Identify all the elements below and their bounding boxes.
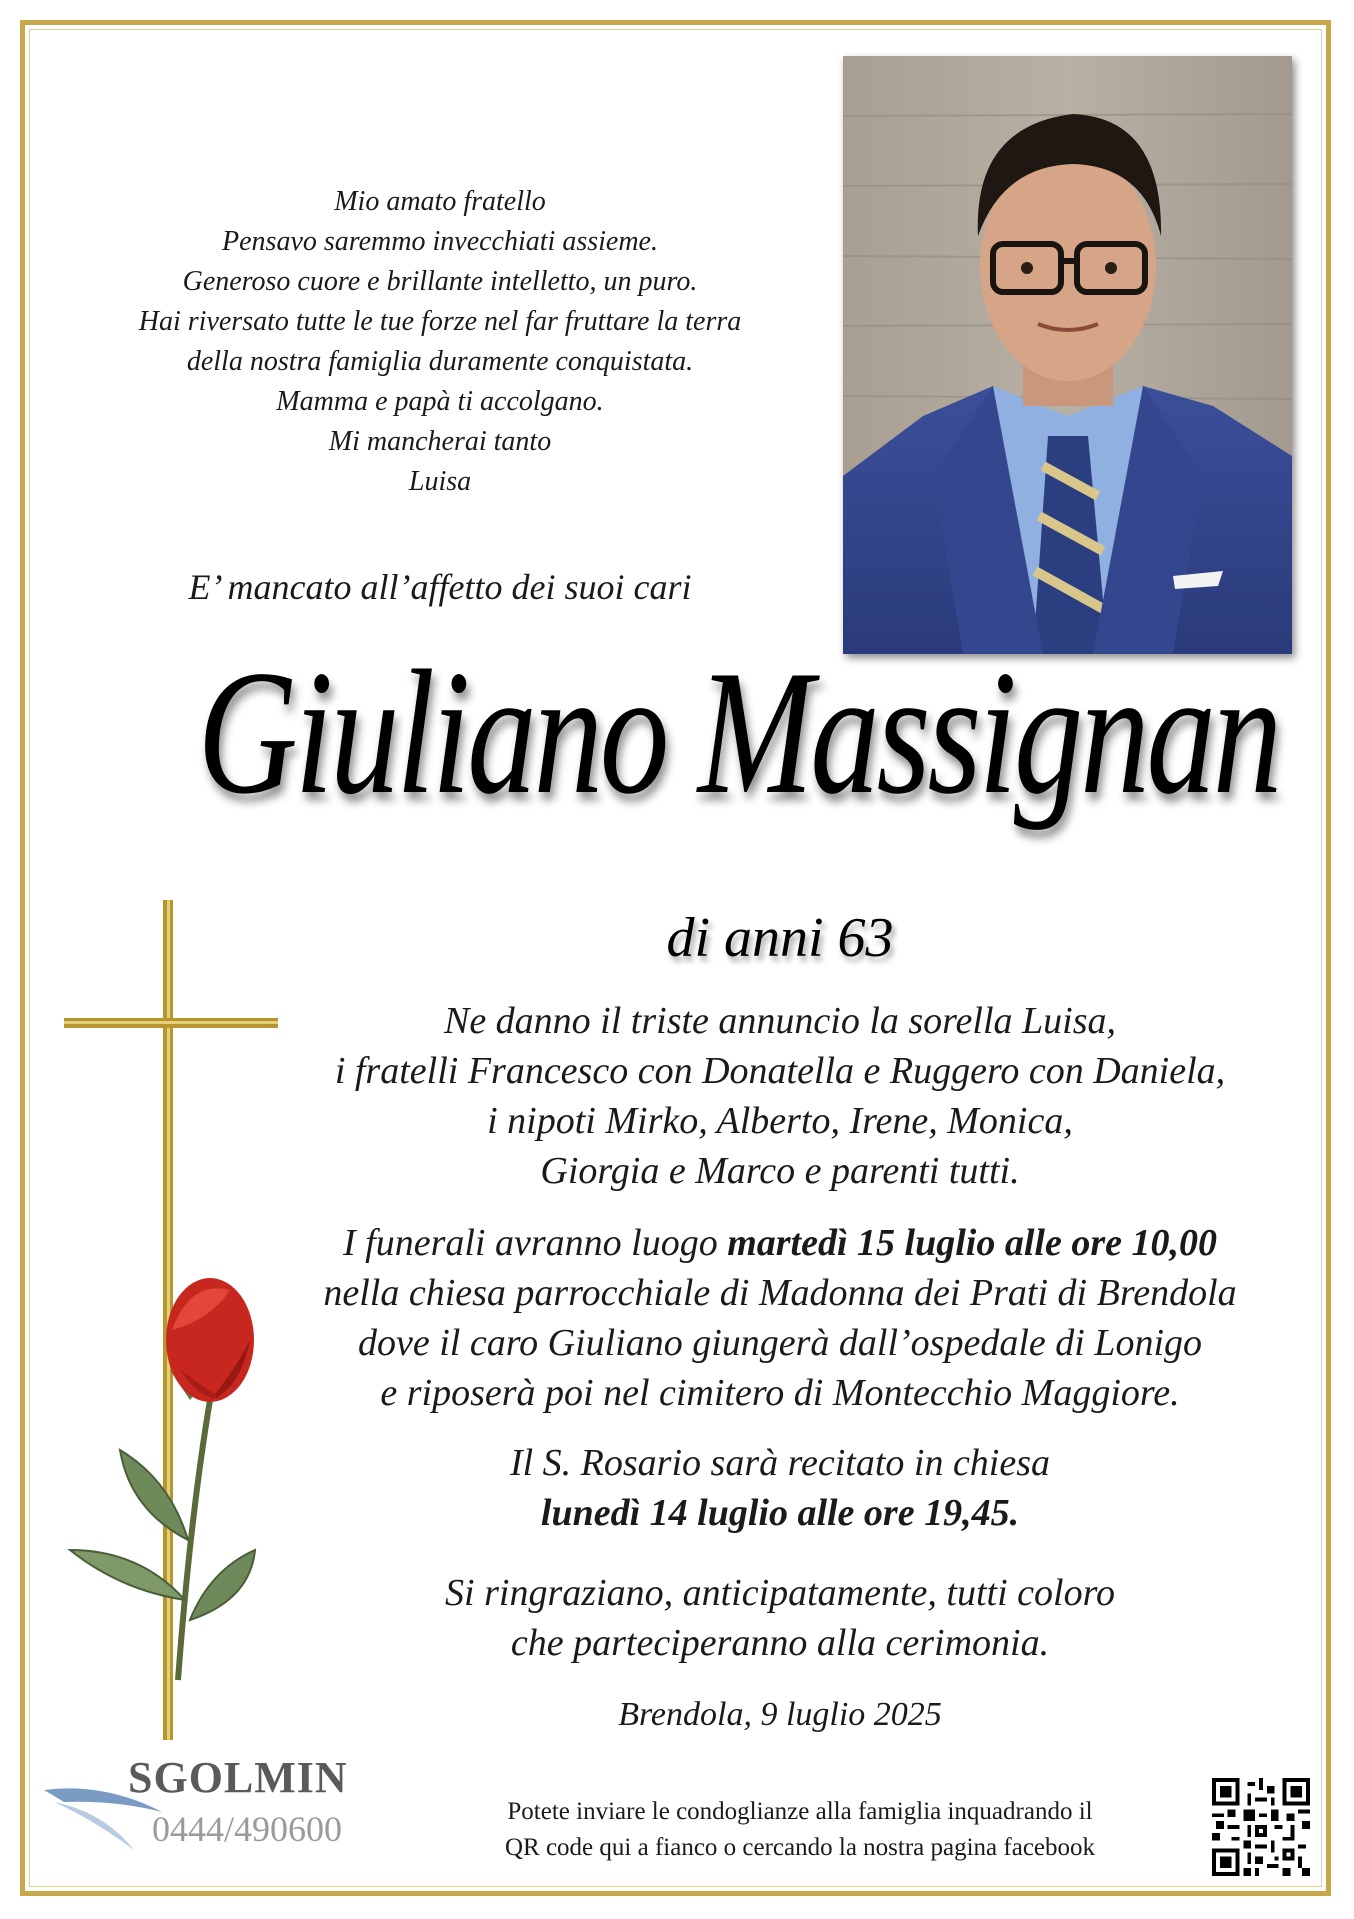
funeral-line: nella chiesa parrocchiale di Madonna dei Prati di Brendola <box>323 1272 1237 1314</box>
announcement-line: i fratelli Francesco con Donatella e Ruggero con Daniela, <box>334 1050 1226 1092</box>
condolences-line: QR code qui a fianco o cercando la nostra pagina facebook <box>504 1834 1096 1861</box>
agency-phone: 0444/490600 <box>152 1809 343 1849</box>
dedication-line: Pensavo saremmo invecchiati assieme. <box>222 226 658 257</box>
agency-name: SGOLMIN <box>128 1753 348 1802</box>
dedication-line: Mio amato fratello <box>334 186 546 217</box>
funeral-details <box>250 1218 1310 1418</box>
rosary-line: Il S. Rosario sarà recitato in chiesa <box>509 1442 1051 1484</box>
funeral-date-time: martedì 15 luglio alle ore 10,00 <box>727 1222 1217 1264</box>
qr-code[interactable] <box>1212 1778 1310 1876</box>
dedication-line: della nostra famiglia duramente conquistata. <box>186 346 694 377</box>
dedication-line: Mamma e papà ti accolgano. <box>276 386 604 417</box>
announcement-line: Giorgia e Marco e parenti tutti. <box>540 1150 1020 1192</box>
dedication-poem <box>60 182 820 502</box>
deceased-age: di anni 63 <box>666 907 894 969</box>
announcement-line: i nipoti Mirko, Alberto, Irene, Monica, <box>487 1100 1073 1142</box>
announcement <box>250 996 1310 1196</box>
funeral-line <box>250 1218 1310 1268</box>
funeral-line: dove il caro Giuliano giungerà dall’ospedale di Lonigo <box>357 1322 1202 1364</box>
rosary-details <box>250 1438 1310 1538</box>
announcement-line: Ne danno il triste annuncio la sorella Luisa, <box>443 1000 1117 1042</box>
place-date-text: Brendola, 9 luglio 2025 <box>618 1696 942 1733</box>
dedication-signature: Luisa <box>408 466 472 497</box>
condolences-line: Potete inviare le condoglianze alla famiglia inquadrando il <box>507 1798 1093 1825</box>
dedication-line: Generoso cuore e brillante intelletto, un puro. <box>182 266 698 297</box>
funeral-line: e riposerà poi nel cimitero di Montecchio Maggiore. <box>380 1372 1180 1414</box>
portrait-photo <box>843 56 1292 654</box>
rosary-date-time: lunedì 14 luglio alle ore 19,45. <box>540 1492 1020 1534</box>
condolences-note <box>430 1794 1170 1866</box>
deceased-name: Giuliano Massignan <box>197 633 1280 831</box>
cross-with-rose <box>60 900 280 1745</box>
funeral-intro-text: I funerali avranno luogo <box>343 1222 728 1264</box>
intro-text: E’ mancato all’affetto dei suoi cari <box>188 567 692 607</box>
thanks-note <box>250 1568 1310 1668</box>
agency-logo <box>44 1752 384 1862</box>
place-and-date <box>250 1690 1310 1740</box>
thanks-line: che parteciperanno alla cerimonia. <box>510 1622 1050 1664</box>
thanks-line: Si ringraziano, anticipatamente, tutti coloro <box>445 1572 1115 1614</box>
dedication-line: Mi mancherai tanto <box>328 426 552 457</box>
dedication-line: Hai riversato tutte le tue forze nel far fruttare la terra <box>138 306 742 337</box>
